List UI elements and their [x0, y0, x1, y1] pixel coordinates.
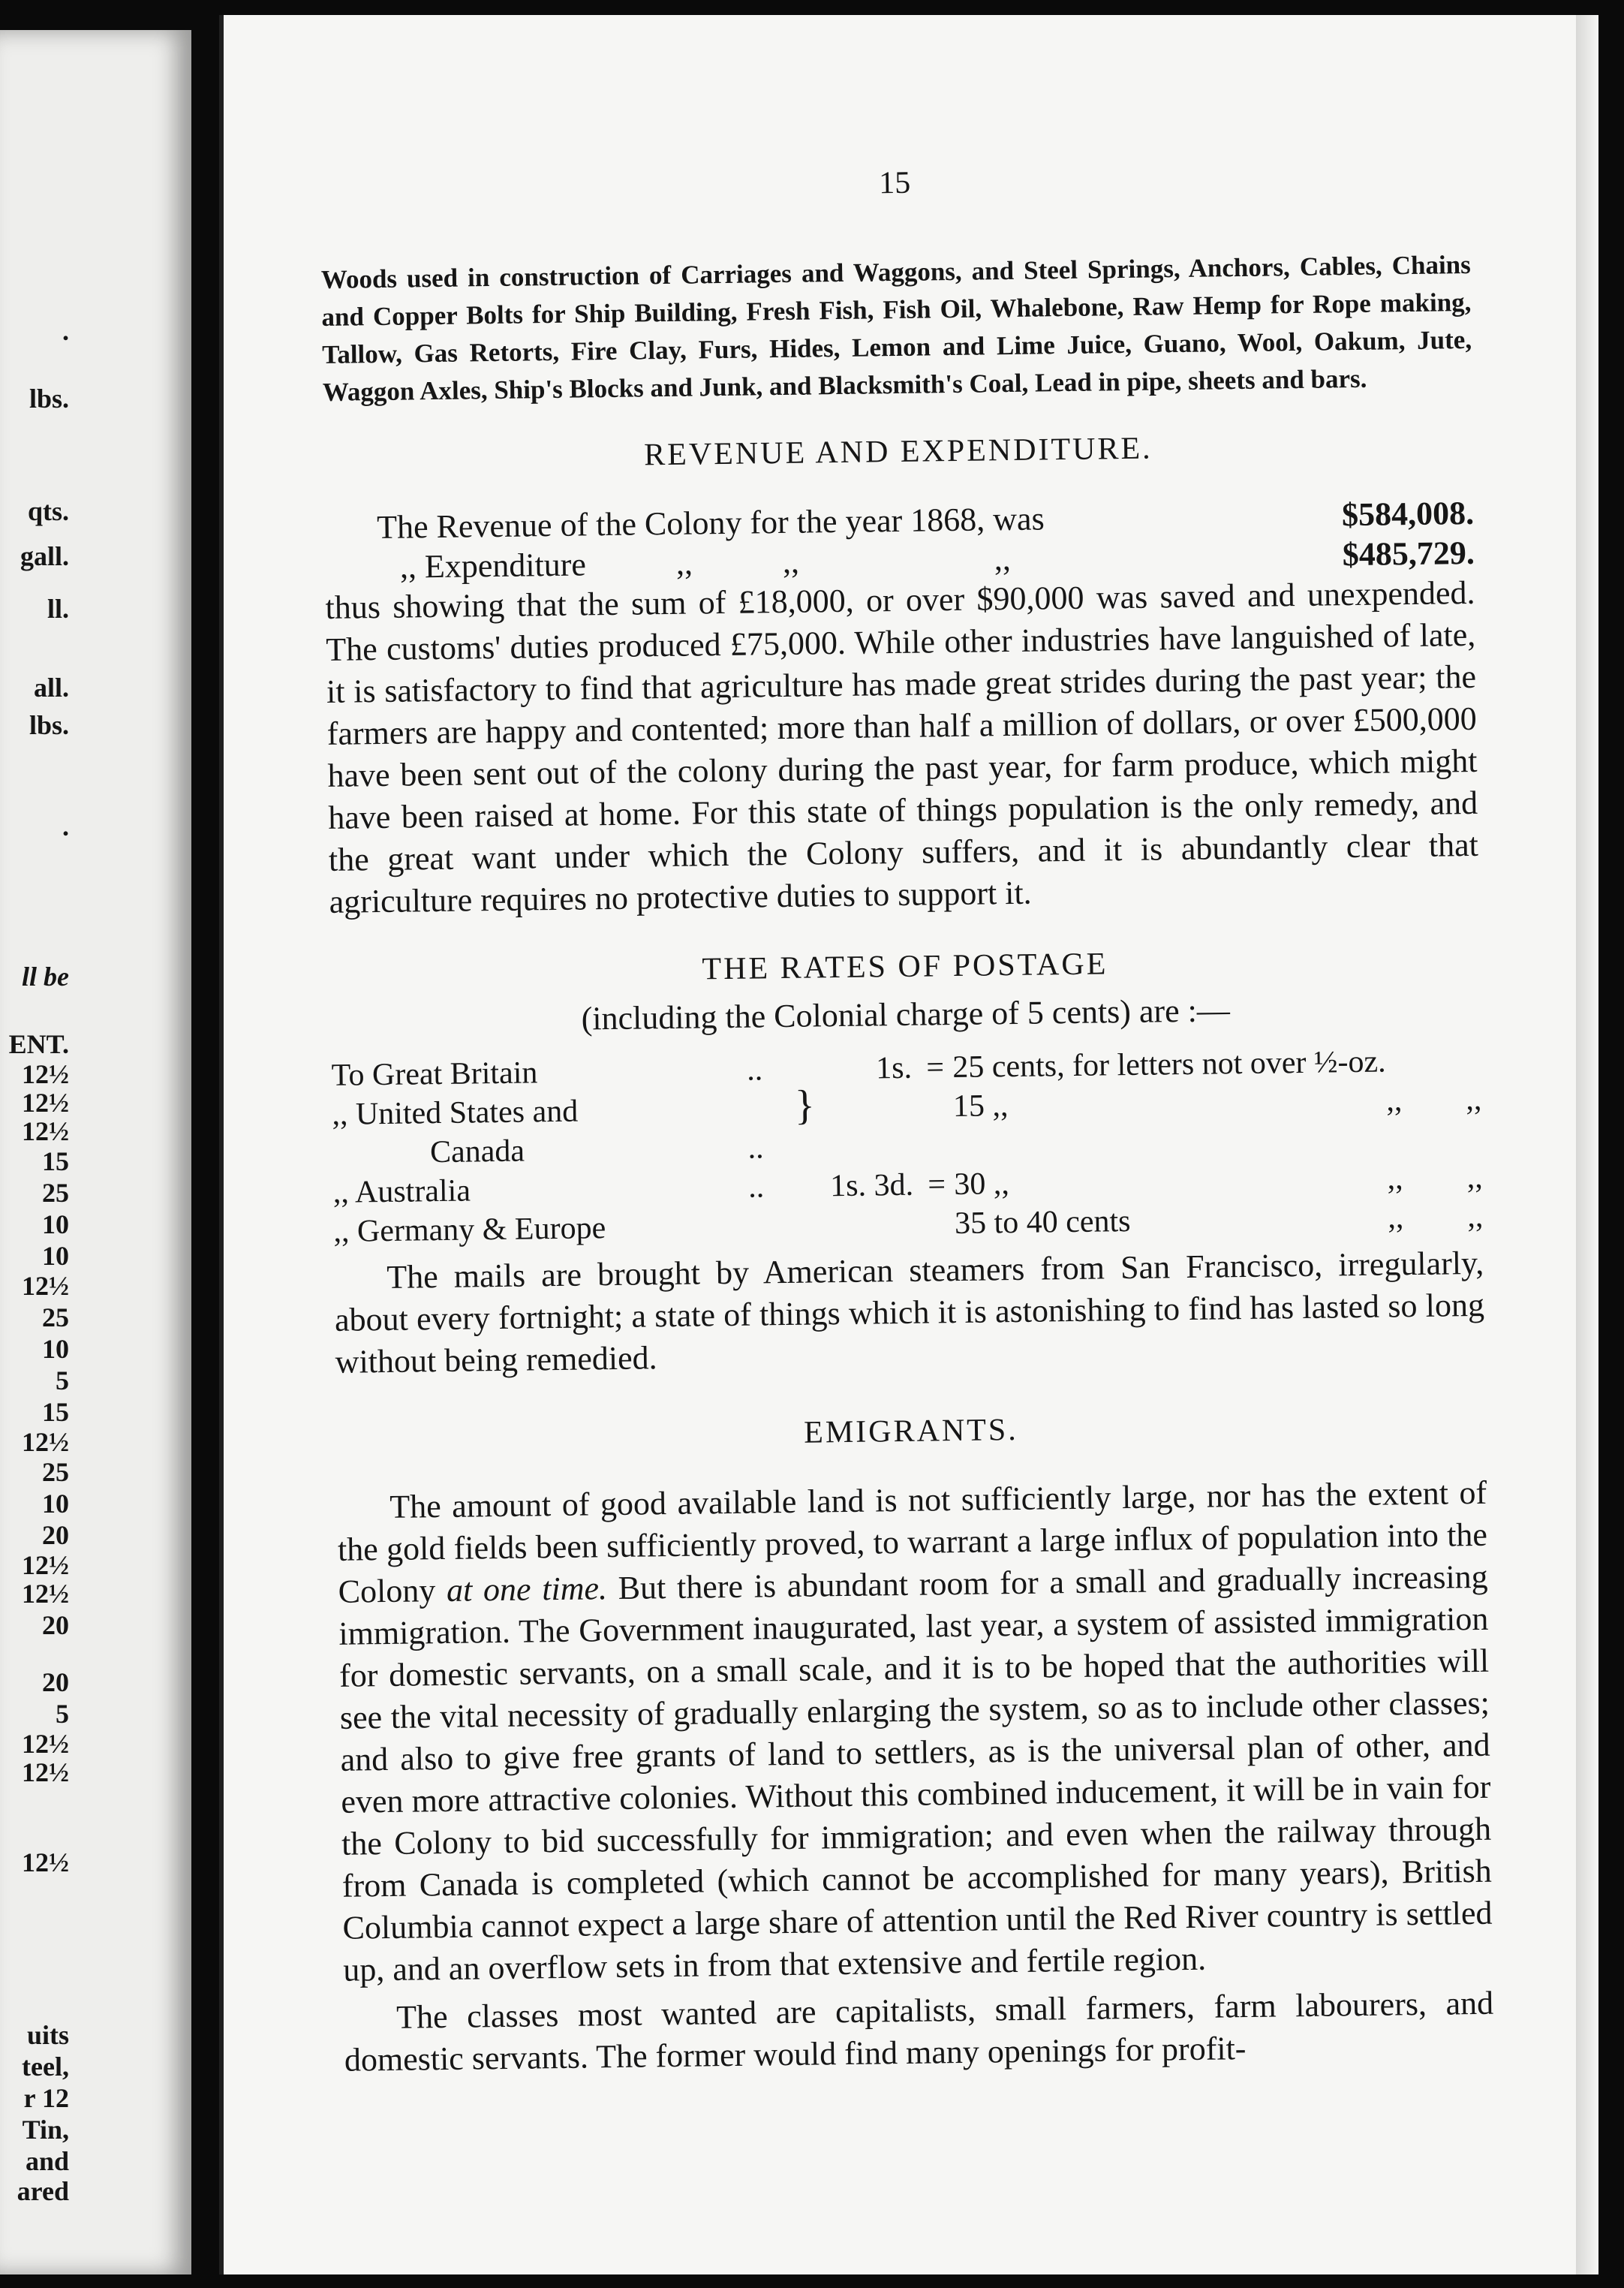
left-page-text-fragment: 12½: [22, 1579, 69, 1609]
left-page-text-fragment: 12½: [22, 1757, 69, 1787]
revenue-paragraph: thus showing that the sum of £18,000, or over $90,000 was saved and unexpended. The customs' duties produced £75,000. While other industries have languished of late, it is satisfactory to find that agriculture has made great strides during the past year; the farmers are happy and contented; more than half a million of dollars, or over £500,000 have been sent out of the colony during the past year, for farm produce, which might have been raised at home. For this state of things population is the only remedy, and the great want under which the Colony suffers, and it is abundantly clear that agriculture requires no protective duties to support it.: [325, 574, 1479, 920]
left-page-text-fragment: qts.: [27, 496, 69, 526]
revenue-heading: REVENUE AND EXPENDITURE.: [643, 431, 1153, 473]
postage-cell-amt: 30 ,,: [954, 1167, 1010, 1203]
postage-cell-d1: ,,: [1385, 1083, 1403, 1118]
postage-cell-d1: ,,: [1388, 1200, 1404, 1236]
postage-cell-stg: [818, 1205, 920, 1245]
left-page-text-fragment: teel,: [22, 2052, 69, 2082]
left-page-text-fragment: 20: [42, 1667, 69, 1697]
postage-cell-stg: 1s.: [875, 1050, 913, 1086]
revenue-amount: $584,008.: [1341, 494, 1475, 534]
postage-cell-d2: ,,: [1465, 1082, 1482, 1118]
emigrants-heading: EMIGRANTS.: [803, 1412, 1019, 1450]
left-page-text-fragment: 12½: [22, 1059, 69, 1089]
revenue-line-text: The Revenue of the Colony for the year 1868, was: [376, 500, 1045, 546]
postage-heading: THE RATES OF POSTAGE: [702, 947, 1108, 987]
left-page-text-fragment: 5: [56, 1699, 69, 1729]
left-page-text-fragment: 25: [42, 1302, 69, 1332]
postage-cell-eq: [919, 1126, 954, 1166]
left-page-text-fragment: and: [25, 2146, 69, 2176]
left-page-text-fragment: 25: [42, 1457, 69, 1487]
left-page-text-fragment: 12½: [22, 1550, 69, 1580]
postage-cell-dest: ,, United States and: [332, 1094, 579, 1132]
postage-cell-dots: ..: [746, 1052, 763, 1088]
left-page-text-fragment: 12½: [22, 1116, 69, 1146]
postage-cell-dest: ,, Australia: [332, 1173, 471, 1210]
postage-rates-table: [331, 1041, 1483, 1251]
left-page-text-fragment: 10: [42, 1334, 69, 1364]
left-page-text-fragment: 5: [56, 1365, 69, 1395]
left-page-text-fragment: lbs.: [29, 710, 69, 740]
left-page-text-fragment: ENT.: [8, 1029, 69, 1059]
left-page-text-fragment: 12½: [22, 1088, 69, 1118]
left-page-text-fragment: 12½: [22, 1729, 69, 1759]
left-page-text-fragment: Tin,: [22, 2115, 69, 2145]
left-page-text-fragment: ared: [17, 2176, 69, 2206]
postage-cell-dots: [749, 1206, 797, 1246]
postage-cell-d1: ,,: [1387, 1161, 1403, 1197]
left-page-text-fragment: 15: [42, 1146, 69, 1176]
left-page-text-fragment: 12½: [22, 1271, 69, 1301]
left-page-text-fragment: 25: [42, 1178, 69, 1208]
postage-cell-amt: [953, 1120, 1387, 1165]
postage-cell-dest: Canada: [429, 1133, 525, 1170]
ditto-mark: ,,: [782, 543, 800, 580]
left-page-text-fragment: 10: [42, 1241, 69, 1271]
page-edge-shadow: [1576, 15, 1598, 2274]
postage-cell-dest: ,, Germany & Europe: [333, 1211, 606, 1249]
postage-cell-dots: ..: [747, 1130, 764, 1166]
postage-cell-brace: }: [794, 1082, 816, 1129]
postage-cell-eq: [918, 1087, 953, 1127]
opening-paragraph: Woods used in construction of Carriages and Waggons, and Steel Springs, Anchors, Cables, Chains and Copper Bolts for Ship Building, Fresh Fish, Fish Oil, Whalebone, Raw Hemp for Rope making, Tallow, Gas Retorts, Fire Clay, Furs, Hides, Lemon and Lime Juice, Guano, Wool, Oakum, Jute, Waggon Axles, Ship's Blocks and Junk, and Blacksmith's Coal, Lead in pipe, sheets and bars.: [320, 249, 1472, 407]
left-page-text-fragment: gall.: [20, 541, 69, 571]
emigrants-italic-text: at one time.: [446, 1570, 608, 1609]
classes-paragraph: The classes most wanted are capitalists, small farmers, farm labourers, and domestic servants. The former would find many openings for profit-: [344, 1984, 1494, 2079]
left-page-text-fragment: lbs.: [29, 384, 69, 414]
postage-cell-dots: ..: [747, 1170, 765, 1205]
postage-cell-d1: [1387, 1119, 1467, 1159]
left-page-text-fragment: 12½: [22, 1847, 69, 1877]
postage-cell-eq: =: [928, 1167, 946, 1203]
ditto-mark: ,,: [675, 544, 693, 582]
expenditure-amount: $485,729.: [1342, 534, 1475, 574]
left-page-text-fragment: 10: [42, 1489, 69, 1519]
emigrants-paragraph: [337, 1472, 1493, 1991]
left-page-text-fragment: uits: [26, 2020, 69, 2050]
postage-cell-amt: 35 to 40 cents: [954, 1203, 1131, 1242]
page-number: 15: [878, 165, 911, 201]
postage-cell-amt: 15 ,,: [952, 1088, 1009, 1124]
emigrants-text: The amount of good available land is not sufficiently large, nor has the extent of the gold fields been sufficiently proved, to warrant a large influx of population into the Colony: [337, 1474, 1488, 1610]
left-page-text-fragment: r 12: [23, 2083, 69, 2113]
left-page-fragment: [0, 30, 191, 2274]
left-page-text-fragment: 12½: [22, 1427, 69, 1457]
ditto-mark: ,,: [994, 540, 1012, 578]
postage-cell-eq: [919, 1204, 955, 1244]
left-page-text-fragment: all.: [33, 673, 69, 703]
postage-subheading: (including the Colonial charge of 5 cents) are :—: [581, 992, 1231, 1037]
postage-cell-dots: [747, 1089, 795, 1129]
postage-cell-brace: [796, 1206, 819, 1245]
left-page-text-fragment: 20: [42, 1520, 69, 1550]
mails-paragraph: The mails are brought by American steamers from San Francisco, irregularly, about every fortnight; a state of things which it is astonishing to find has lasted so long without being remedied.: [334, 1244, 1485, 1380]
postage-cell-d2: [1466, 1119, 1483, 1158]
right-page: [219, 15, 1598, 2274]
left-page-text-fragment: .: [62, 811, 69, 841]
left-page-text-fragment: 20: [42, 1610, 69, 1640]
postage-cell-stg: [817, 1127, 919, 1167]
left-page-text-fragment: ll.: [47, 594, 69, 624]
postage-cell-amt: 25 cents, for letters not over ½-oz.: [952, 1044, 1386, 1085]
expenditure-label: ,, Expenditure: [399, 546, 587, 586]
left-page-text-fragment: ll be: [22, 962, 69, 992]
postage-cell-brace: [795, 1127, 817, 1167]
postage-cell-d2: ,,: [1466, 1160, 1483, 1196]
postage-cell-d1: [1385, 1041, 1466, 1081]
page-body: [320, 158, 1494, 2082]
postage-cell-brace: [795, 1167, 818, 1206]
left-page-text-fragment: .: [62, 316, 69, 346]
emigrants-text-continued: But there is abundant room for a small and gradually increasing immigration. The Government inaugurated, last year, a system of assisted immigration for domestic servants, on a small scale, and it is to be hoped that the authorities will see the vital necessity of gradually enlarging the system, so as to include other classes; and also to give free grants of land to settlers, as is the universal plan of other, and even more attractive colonies. Without this combined inducement, it will be in vain for the Colony to bid successfully for immigration; and even when the railway through from Canada is completed (which cannot be accomplished for many years), British Columbia cannot expect a large share of attention until the Red River country is settled up, and an overflow sets in from that extensive and fertile region.: [338, 1558, 1493, 1988]
postage-cell-d2: ,,: [1467, 1199, 1484, 1235]
postage-cell-stg: [817, 1088, 919, 1128]
postage-cell-eq: =: [926, 1050, 945, 1085]
left-page-text-fragment: 15: [42, 1397, 69, 1427]
postage-cell-stg: 1s. 3d.: [829, 1167, 914, 1204]
postage-cell-d2: [1465, 1041, 1481, 1080]
postage-cell-dest: To Great Britain: [331, 1055, 538, 1093]
left-page-text-fragment: 10: [42, 1209, 69, 1239]
